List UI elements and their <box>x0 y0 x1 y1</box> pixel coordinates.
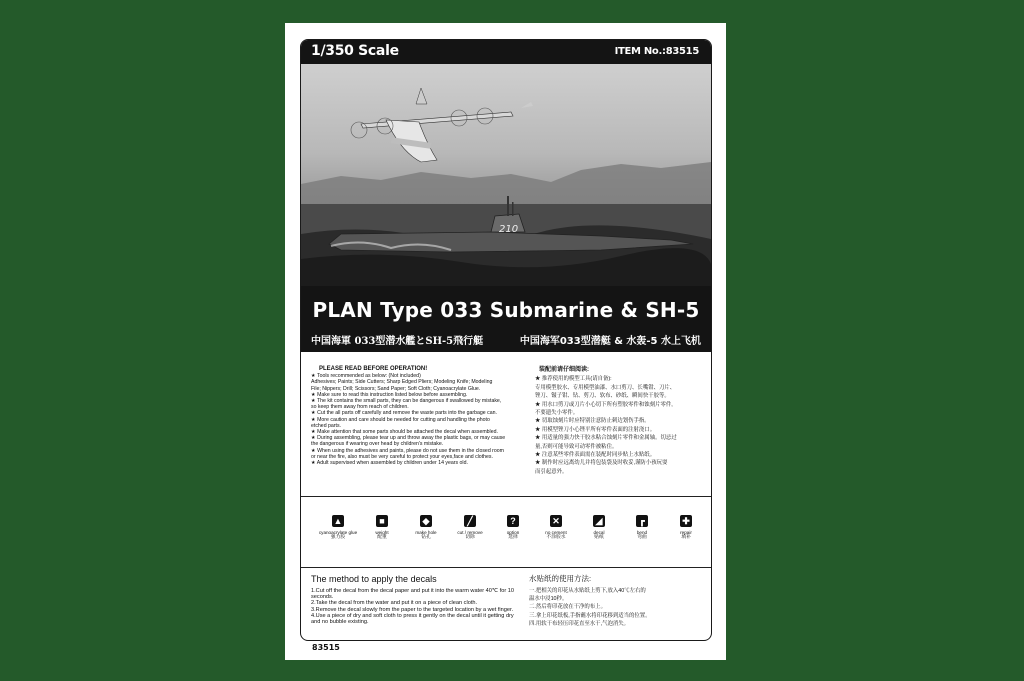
symbol-make-hole <box>403 515 449 541</box>
product-title-japanese: 中国海軍 033型潜水艦とSH-5飛行艇 <box>311 336 484 347</box>
warning-line-cn: 量,否则可能导致可动零件被粘住。 <box>535 443 618 450</box>
decal-step: 2.Take the decal from the water and put it on a piece of clean cloth. <box>311 600 478 607</box>
warning-line-cn: 而引起意外。 <box>535 468 568 475</box>
decal-step: 4.Use a piece of dry and soft cloth to press it gently on the decal until it getting dry <box>311 612 514 619</box>
box-art <box>301 64 711 286</box>
symbol-repair <box>663 515 709 541</box>
hull-number: 210 <box>499 224 519 235</box>
glue-drop-icon: ▲ <box>333 516 343 526</box>
weight-icon: ■ <box>376 515 388 527</box>
symbol-label-en: cyanoacrylate glue <box>318 530 358 535</box>
symbol-cut <box>447 515 493 541</box>
warning-line-cn: ★ 推荐使用的模型工具(请自备): <box>535 376 612 383</box>
warning-line-cn: ★ 用模型锉刀小心锉平所有零件表面的注射浇口。 <box>535 426 656 433</box>
symbol-decal <box>576 515 622 541</box>
no-cement-icon: ✕ <box>550 515 562 527</box>
warning-line-cn: ★ 用适量的强力快干胶水粘合蚀刻片零件和金属轴。切忌过 <box>535 435 677 442</box>
decal-steps-cn <box>529 587 705 628</box>
symbol-glue <box>315 515 361 541</box>
warning-english <box>311 366 523 466</box>
knife-cut-icon: ╱ <box>464 515 476 527</box>
scale-label: 1/350 Scale <box>311 43 399 59</box>
symbol-no-cement <box>533 515 579 541</box>
symbol-label-cn: 弯曲 <box>637 535 647 541</box>
symbol-label-cn: 选择 <box>508 535 518 541</box>
warning-line: ★ Tools recommended as below: (Not included) <box>311 373 421 380</box>
warning-line: ★ The kit contains the small parts, they can be dangerous if swallowed by mistake, <box>311 398 502 405</box>
symbol-label-cn: 填补 <box>681 535 691 541</box>
warning-line-cn: ★ 制作时应远离幼儿并将包装袋及时收妥,谨防小孩玩耍 <box>535 460 668 467</box>
decal-step: 3.Remove the decal slowly from the paper to the targeted location by a wet finger. <box>311 606 514 613</box>
bend-icon: ┏ <box>636 515 648 527</box>
decal-title-cn: 水贴纸的使用方法: <box>529 574 592 583</box>
warning-chinese <box>535 366 703 476</box>
symbol-label-en: no cement <box>545 530 567 535</box>
decal-step-cn: 三.拿上印花纸板,手指蘸水将印花移到适当的位置。 <box>529 612 651 619</box>
warning-line: Adhesives; Paints; Side Cutters; Sharp Edged Pliers; Modeling Knife; Modeling <box>311 379 493 386</box>
symbol-label-cn: 贴纸 <box>594 535 604 541</box>
warning-section <box>301 352 711 497</box>
symbol-legend <box>301 497 711 568</box>
warning-line-cn: ★ 切取蚀刻片时应特别注意防止刺边划伤手指。 <box>535 418 650 425</box>
decal-step: 1.Cut off the decal from the decal paper and put it into the warm water 40℃ for 10 <box>311 588 515 594</box>
warning-line: ★ Make attention that some parts should be attached the decal when assembled. <box>311 429 498 436</box>
warning-line: ★ Make sure to read this instruction listed below before assembling. <box>311 391 468 398</box>
decal-step: seconds. <box>311 594 334 601</box>
decal-icon: ◢ <box>593 515 605 527</box>
warning-heading-en: PLEASE READ BEFORE OPERATION! <box>319 366 428 372</box>
drill-hole-icon: ◆ <box>420 515 432 527</box>
question-icon: ? <box>507 515 519 527</box>
warning-line: or near the fire, also must be very careful to protect your eyes,face and clothes. <box>311 453 493 460</box>
warning-line: etched parts. <box>311 422 341 429</box>
symbol-label-cn: 强力胶 <box>330 535 346 541</box>
decal-step-cn: 四.用软干布轻压印花直至水干,气泡消失。 <box>529 620 630 627</box>
decal-instructions <box>301 568 711 640</box>
decal-step-cn: 二.然后将印花放在干净的布上。 <box>529 604 606 611</box>
warning-line-cn: ★ 用水口剪刀或刀片小心切下所有塑胶零件和蚀刻片零件, <box>535 401 673 408</box>
instruction-frame <box>300 39 712 641</box>
decal-steps-en <box>311 588 521 625</box>
warning-line: ★ Adult supervised when assembled by children under 14 years old. <box>311 460 468 467</box>
warning-line-cn: ★ 注意某些零件表面需在装配时同步贴上水贴纸。 <box>535 452 656 459</box>
warning-line: so keep them away from reach of children. <box>311 404 409 411</box>
warning-line: ★ Cut the all parts off carefully and remove the waste parts into the garbage can. <box>311 410 497 417</box>
decal-step-cn: 一.把相关的印花从水贴纸上剪下,放入40℃左右的 <box>529 588 646 594</box>
warning-line: the dangerous if wearing over head by children's mistake. <box>311 441 444 448</box>
symbol-label-en: make hole <box>415 530 437 535</box>
symbol-label-cn: 钻孔 <box>421 535 431 541</box>
symbol-label-en: weight <box>375 530 389 535</box>
warning-line-cn: 锉刀、镊子钳、钻、剪刀、软布、砂纸、瞬间快干胶等。 <box>535 393 670 400</box>
symbol-label-cn: 配重 <box>377 535 387 541</box>
warning-line-cn: 不要遗失小零件。 <box>535 410 579 417</box>
symbol-label-en: repair <box>680 530 692 535</box>
box-art-illustration <box>301 64 711 286</box>
product-title: PLAN Type 033 Submarine & SH-5 <box>312 298 700 322</box>
symbol-label-cn: 切除 <box>465 535 475 541</box>
warning-line: ★ More caution and care should be needed for cutting and handling the photo <box>311 416 490 423</box>
product-title-chinese: 中国海军033型潜艇 & 水轰-5 水上飞机 <box>519 336 701 347</box>
header-bar <box>301 40 711 64</box>
decal-step: and no bubble existing. <box>311 619 369 626</box>
symbol-weight <box>359 515 405 541</box>
symbol-label-cn: 不涂胶水 <box>546 535 566 541</box>
symbol-option <box>490 515 536 541</box>
decal-title-en: The method to apply the decals <box>311 574 437 584</box>
item-number: ITEM No.:83515 <box>614 46 699 57</box>
title-bar <box>301 286 711 352</box>
symbol-label-en: decal <box>593 530 605 535</box>
warning-line: File; Nippers; Drill; Scissors; Sand Paper; Soft Cloth; Cyanoacrylate Glue. <box>311 385 481 392</box>
symbol-label-en: bend <box>636 530 648 535</box>
warning-line: ★ During assembling, please tear up and throw away the plastic bags, or may cause <box>311 435 506 442</box>
page-code: 83515 <box>312 643 340 652</box>
instruction-sheet <box>285 23 726 660</box>
symbol-label-en: cut / remove <box>457 530 483 535</box>
decal-step-cn: 温水中浸10秒。 <box>529 596 568 603</box>
warning-heading-cn: 装配前请仔细阅读: <box>539 367 589 373</box>
warning-line: ★ When using the adhesives and paints, please do not use them in the closed room <box>311 447 504 454</box>
repair-icon: ✚ <box>680 515 692 527</box>
symbol-bend <box>619 515 665 541</box>
warning-line-cn: 专用模型胶水、专用模型油漆、水口剪刀、长嘴钳、刀片、 <box>535 384 676 391</box>
symbol-label-en: option <box>506 530 520 535</box>
